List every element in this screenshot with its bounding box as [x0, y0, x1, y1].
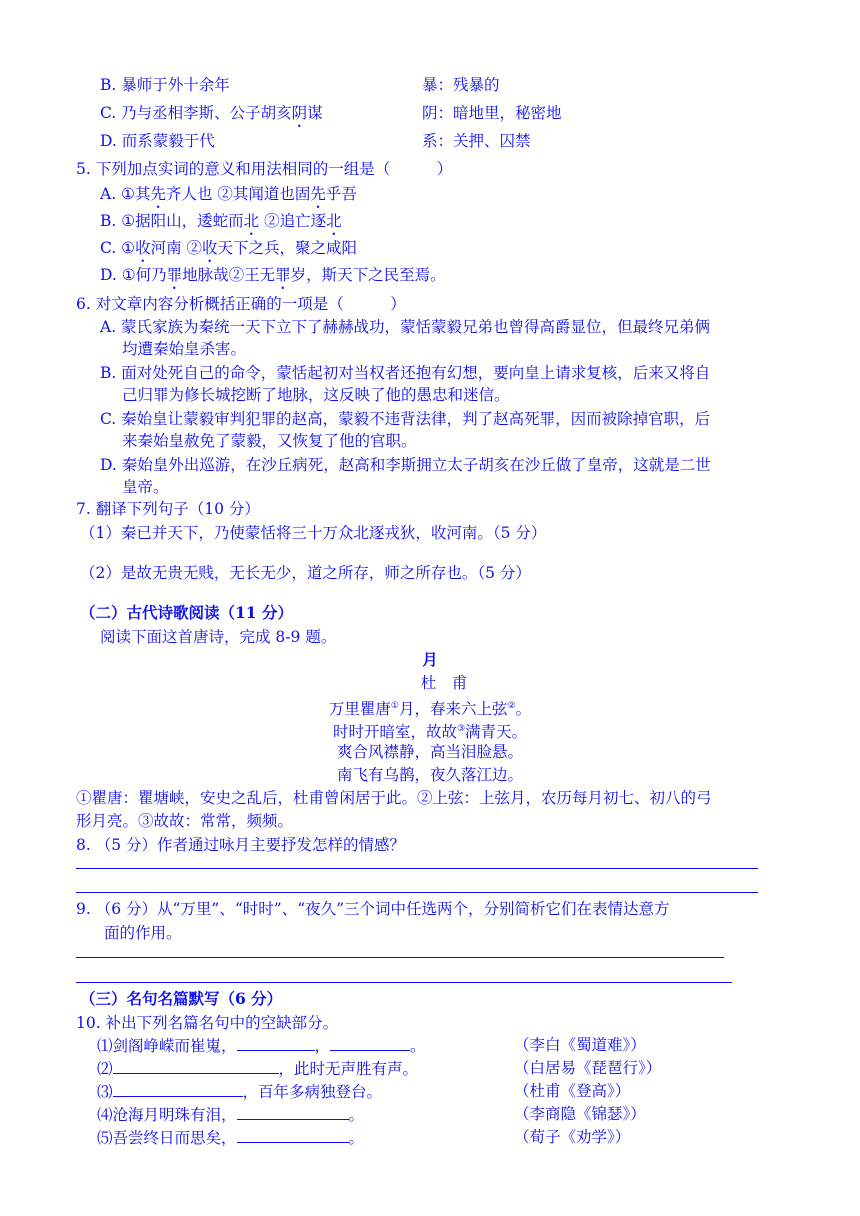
- poem-line-4: 南飞有乌鹊，夜久落江边。: [336, 766, 523, 784]
- poem-line-3: 爽合风襟静，高当泪脸悬。: [336, 743, 523, 761]
- q10-item-1-source: （李白《蜀道难》）: [514, 1036, 646, 1054]
- q9-stem-line1: 9. （6 分）从“万里”、“时时”、“夜久”三个词中任选两个，分别简析它们在表情达意方: [76, 900, 670, 918]
- q7-sentence-2: （2）是故无贵无贱，无长无少，道之所存，师之所存也。（5 分）: [80, 564, 531, 582]
- q10-item-4-blank[interactable]: [237, 1103, 349, 1120]
- q8-answer-line-1[interactable]: [76, 868, 758, 869]
- q9-answer-line-1[interactable]: [76, 957, 724, 958]
- poem-notes-line2: 形月亮。③故故：常常，频频。: [76, 812, 294, 830]
- poem-line-2: 时时开暗室，故故③满青天。: [332, 723, 528, 742]
- q10-item-1-blank-1[interactable]: [237, 1034, 315, 1051]
- section-3-title: （三）名句名篇默写（6 分）: [80, 989, 283, 1008]
- q10-item-4: ⑷沧海月明珠有泪， 。: [97, 1103, 364, 1126]
- q4-option-b-gloss: 暴：残暴的: [422, 76, 500, 94]
- q4-option-b: B. 暴师于外十余年: [100, 76, 230, 94]
- q10-item-3-blank[interactable]: [113, 1080, 243, 1097]
- q10-item-5-source: （荀子《劝学》）: [514, 1128, 631, 1146]
- q10-item-3-source: （杜甫《登高》）: [514, 1082, 631, 1100]
- q8-stem: 8. （5 分）作者通过咏月主要抒发怎样的情感？: [76, 836, 406, 854]
- q4-option-d-gloss: 系：关押、囚禁: [422, 132, 531, 150]
- q6-option-b-line1: B. 面对处死自己的命令，蒙恬起初对当权者还抱有幻想，要向皇上请求复核，后来又将自: [100, 364, 711, 382]
- q6-option-c-line2: 来秦始皇赦免了蒙毅，又恢复了他的官职。: [122, 432, 417, 450]
- q10-stem: 10. 补出下列名篇名句中的空缺部分。: [76, 1014, 339, 1032]
- q10-item-2-source: （白居易《琵琶行》）: [514, 1059, 662, 1077]
- q10-item-2-blank[interactable]: [113, 1057, 279, 1074]
- q8-answer-line-2[interactable]: [76, 892, 758, 893]
- q7-sentence-1: （1）秦已并天下，乃使蒙恬将三十万众北逐戎狄，收河南。（5 分）: [80, 524, 547, 542]
- q6-option-a-line2: 均遭秦始皇杀害。: [122, 340, 247, 358]
- q10-item-4-source: （李商隐《锦瑟》）: [514, 1105, 646, 1123]
- q6-option-c-line1: C. 秦始皇让蒙毅审判犯罪的赵高，蒙毅不违背法律，判了赵高死罪，因而被除掉官职，后: [100, 410, 711, 428]
- poem-line-1: 万里瞿唐①月，春来六上弦②。: [328, 700, 532, 719]
- section-2-intro: 阅读下面这首唐诗，完成 8-9 题。: [100, 628, 337, 646]
- q7-stem: 7. 翻译下列句子（10 分）: [76, 500, 260, 518]
- q4-option-c: C. 乃与丞相李斯、公子胡亥阴谋: [100, 104, 323, 122]
- q5-stem: 5. 下列加点实词的意义和用法相同的一组是（ ）: [76, 160, 453, 178]
- q10-item-5: ⑸吾尝终日而思矣， 。: [97, 1126, 364, 1149]
- q5-option-b: B. ①据阳山，逶蛇而北 ②追亡逐北: [100, 212, 342, 230]
- poem-author: 杜 甫: [420, 674, 468, 692]
- q5-option-c: C. ①收河南 ②收天下之兵，聚之咸阳: [100, 239, 358, 257]
- q5-option-d: D. ①何乃罪地脉哉②王无罪岁，斯天下之民至焉。: [100, 266, 446, 284]
- q10-item-2: ⑵ ，此时无声胜有声。: [97, 1057, 418, 1080]
- q6-option-d-line2: 皇帝。: [122, 478, 169, 496]
- q4-option-d: D. 而系蒙毅于代: [100, 132, 215, 150]
- q10-item-1-blank-2[interactable]: [330, 1034, 410, 1051]
- q4-option-c-gloss: 阴：暗地里，秘密地: [422, 104, 562, 122]
- q9-stem-line2: 面的作用。: [104, 924, 182, 942]
- q6-stem: 6. 对文章内容分析概括正确的一项是（ ）: [76, 295, 406, 313]
- poem-title: 月: [422, 650, 438, 669]
- poem-notes-line1: ①瞿唐：瞿塘峡，安史之乱后，杜甫曾闲居于此。②上弦：上弦月，农历每月初七、初八的弓: [76, 789, 712, 807]
- q9-answer-line-2[interactable]: [76, 982, 732, 983]
- q10-item-3: ⑶ ，百年多病独登台。: [97, 1080, 382, 1103]
- q6-option-a-line1: A. 蒙氏家族为秦统一天下立下了赫赫战功，蒙恬蒙毅兄弟也曾得高爵显位，但最终兄弟俩: [100, 318, 711, 336]
- q10-item-1: ⑴剑阁峥嵘而崔嵬， ， 。: [97, 1034, 426, 1057]
- q10-item-5-blank[interactable]: [237, 1126, 349, 1143]
- section-2-title: （二）古代诗歌阅读（11 分）: [80, 603, 293, 622]
- q6-option-b-line2: 己归罪为修长城挖断了地脉，这反映了他的愚忠和迷信。: [122, 386, 510, 404]
- q5-option-a: A. ①其先齐人也 ②其闻道也固先乎吾: [100, 185, 357, 203]
- q6-option-d-line1: D. 秦始皇外出巡游，在沙丘病死，赵高和李斯拥立太子胡亥在沙丘做了皇帝，这就是二世: [100, 456, 711, 474]
